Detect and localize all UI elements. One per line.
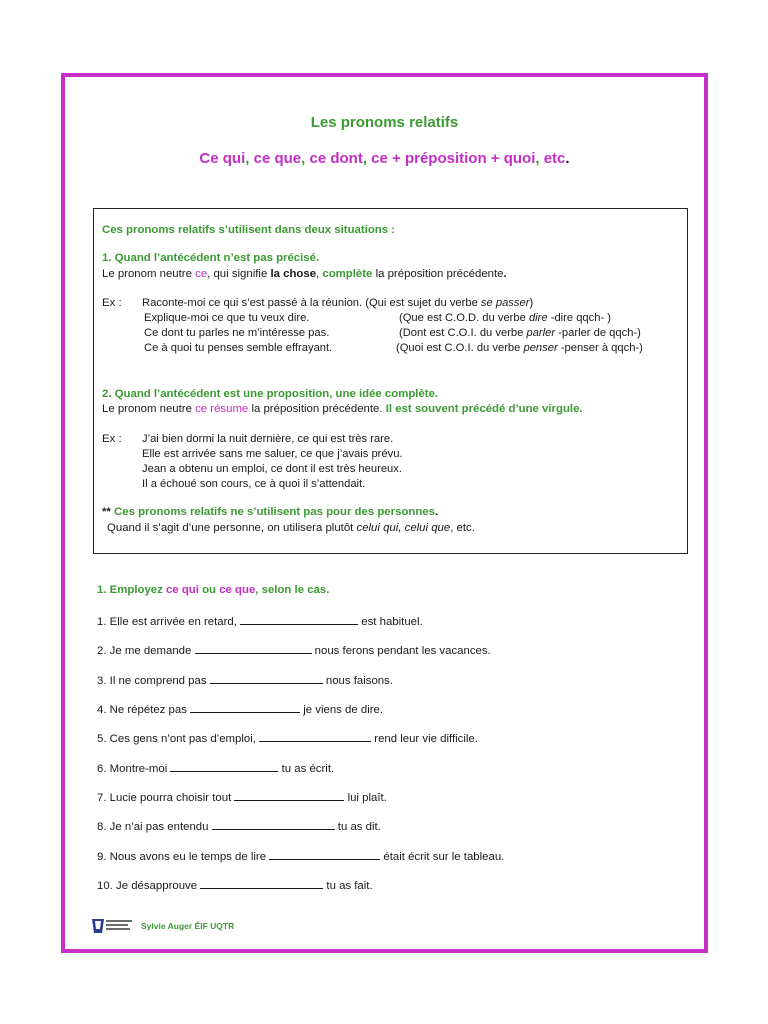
example1-row-4-right — [396, 342, 643, 354]
exercise-item-9 — [97, 849, 504, 863]
page-frame — [61, 73, 708, 953]
exercise-item-4-before: 4. Ne répétez pas — [97, 704, 191, 716]
footer-author: Sylvie Auger ÉIF UQTR — [141, 921, 235, 931]
persons-note-detail — [107, 522, 475, 534]
example2-row-1: J’ai bien dormi la nuit dernière, ce qui est très rare. — [142, 433, 394, 445]
example1-3-gloss: (Dont est C.O.I. du verbe — [399, 327, 527, 339]
case1-la-chose: la chose — [270, 268, 317, 280]
exercise-item-8-blank[interactable] — [212, 819, 335, 830]
exercise-item-2 — [97, 643, 491, 657]
persons-note-detail-examples: celui qui, celui que — [356, 522, 451, 534]
exercise-heading-c: , selon le cas. — [255, 584, 330, 596]
example1-4-gloss: (Quoi est C.O.I. du verbe — [396, 342, 524, 354]
exercise-heading-a: 1. Employez — [97, 584, 167, 596]
subtitle-sep-2: , — [301, 150, 310, 167]
subtitle-sep-1: , — [245, 150, 254, 167]
example1-3-meaning: -parler de qqch-) — [555, 327, 641, 339]
exercise-item-4-after: je viens de dire. — [300, 704, 384, 716]
exercise-item-8-after: tu as dit. — [334, 821, 381, 833]
exercise-item-10-before: 10. Je désapprouve — [97, 880, 201, 892]
subtitle-sep-3: , — [362, 150, 372, 167]
example2-row-2: Elle est arrivée sans me saluer, ce que j’avais prévu. — [142, 448, 403, 460]
exercise-item-3 — [97, 673, 393, 687]
school-logo — [91, 917, 133, 935]
case2-heading: 2. Quand l’antécédent est une proposition, une idée complète. — [102, 388, 439, 400]
exercise-item-5-before: 5. Ces gens n’ont pas d’emploi, — [97, 733, 260, 745]
exercise-item-4-blank[interactable] — [190, 702, 300, 713]
exercise-item-7-before: 7. Lucie pourra choisir tout — [97, 792, 235, 804]
exercise-item-7-blank[interactable] — [234, 790, 344, 801]
subtitle-sep-4: , — [535, 150, 544, 167]
example1-2-meaning: -dire qqch- ) — [547, 312, 612, 324]
exercise-item-2-after: nous ferons pendant les vacances. — [311, 645, 491, 657]
case2-text-b: la préposition précédente. — [248, 403, 386, 415]
examples2-label: Ex : — [102, 433, 122, 445]
exercise-item-3-after: nous faisons. — [322, 675, 394, 687]
exercise-item-5 — [97, 731, 478, 745]
page-subtitle — [65, 150, 704, 167]
example1-row-2-right — [399, 312, 611, 324]
case1-ce: ce — [195, 268, 208, 280]
subtitle-etc: etc — [543, 150, 566, 167]
case2-comma-note: Il est souvent précédé d’une virgule. — [385, 403, 583, 415]
example1-3-verb: parler — [526, 327, 556, 339]
examples1-label: Ex : — [102, 297, 122, 309]
subtitle-ce-que: ce que — [253, 150, 302, 167]
exercise-heading-b: ou — [198, 584, 220, 596]
exercise-item-3-blank[interactable] — [210, 673, 323, 684]
exercise-item-7-after: lui plaît. — [344, 792, 387, 804]
page-title: Les pronoms relatifs — [310, 114, 459, 131]
example1-1-verb: se passer — [480, 297, 530, 309]
example1-row-1 — [142, 297, 533, 309]
exercise-item-8-before: 8. Je n’ai pas entendu — [97, 821, 212, 833]
subtitle-ce-qui: Ce qui — [199, 150, 246, 167]
exercise-item-10-blank[interactable] — [200, 878, 323, 889]
subtitle-period: . — [565, 150, 570, 167]
case1-text-c: , — [316, 268, 323, 280]
exercise-item-1 — [97, 614, 423, 628]
exercise-item-2-blank[interactable] — [195, 643, 312, 654]
persons-note-detail-a: Quand il s’agit d’une personne, on utilisera plutôt — [107, 522, 357, 534]
exercise-item-9-after: était écrit sur le tableau. — [380, 851, 505, 863]
persons-note-period: . — [434, 506, 439, 518]
example1-4-meaning: -penser à qqch-) — [557, 342, 643, 354]
persons-note-rule: Ces pronoms relatifs ne s’utilisent pas pour des personnes — [114, 506, 435, 518]
case1-text-b: , qui signifie — [207, 268, 271, 280]
subtitle-ce-preposition-quoi: ce + préposition + quoi — [371, 150, 536, 167]
exercise-item-1-after: est habituel. — [358, 616, 423, 628]
case1-text-d: la préposition — [372, 268, 447, 280]
exercise-item-10 — [97, 878, 373, 892]
exercise-item-9-before: 9. Nous avons eu le temps de lire — [97, 851, 270, 863]
example2-row-4: Il a échoué son cours, ce à quoi il s’attendait. — [142, 478, 366, 490]
case1-heading: 1. Quand l’antécédent n’est pas précisé. — [102, 252, 320, 264]
case2-explanation — [102, 403, 583, 415]
persons-note-detail-b: , etc. — [450, 522, 475, 534]
example1-4-verb: penser — [523, 342, 558, 354]
exercise-item-6-before: 6. Montre-moi — [97, 763, 171, 775]
case2-resume: résume — [207, 403, 249, 415]
exercise-item-3-before: 3. Il ne comprend pas — [97, 675, 210, 687]
exercise-item-10-after: tu as fait. — [323, 880, 373, 892]
case1-period: . — [503, 268, 507, 280]
exercise-item-2-before: 2. Je me demande — [97, 645, 195, 657]
exercise-heading — [97, 584, 329, 596]
example2-row-3: Jean a obtenu un emploi, ce dont il est très heureux. — [142, 463, 402, 475]
exercise-item-9-blank[interactable] — [269, 849, 380, 860]
example1-row-4-left: Ce à quoi tu penses semble effrayant. — [144, 342, 333, 354]
example1-1-end: ) — [529, 297, 534, 309]
example1-row-2-left: Explique-moi ce que tu veux dire. — [144, 312, 310, 324]
rules-intro: Ces pronoms relatifs s’utilisent dans deux situations : — [102, 224, 396, 236]
exercise-item-6-after: tu as écrit. — [278, 763, 335, 775]
exercise-heading-ce-qui: ce qui — [166, 584, 199, 596]
case1-precedente: précédente — [446, 268, 504, 280]
exercise-item-6-blank[interactable] — [170, 761, 278, 772]
case2-ce: ce — [195, 403, 208, 415]
case1-text-a: Le pronom neutre — [102, 268, 196, 280]
subtitle-ce-dont: ce dont — [309, 150, 363, 167]
exercise-item-5-blank[interactable] — [259, 731, 371, 742]
example1-row-3-right — [399, 327, 641, 339]
example1-2-gloss: (Que est C.O.D. du verbe — [399, 312, 529, 324]
exercise-item-4 — [97, 702, 383, 716]
rules-box — [93, 208, 688, 554]
exercise-item-7 — [97, 790, 387, 804]
example1-2-verb: dire — [528, 312, 548, 324]
case2-text-a: Le pronom neutre — [102, 403, 196, 415]
case1-explanation — [102, 268, 507, 280]
exercise-item-1-before: 1. Elle est arrivée en retard, — [97, 616, 241, 628]
persons-note-stars: ** — [102, 506, 115, 518]
exercise-item-5-after: rend leur vie difficile. — [371, 733, 478, 745]
case1-complete: complète — [322, 268, 373, 280]
exercise-item-1-blank[interactable] — [240, 614, 358, 625]
example1-1-text: Raconte-moi ce qui s’est passé à la réunion. (Qui est sujet du verbe — [142, 297, 481, 309]
exercise-item-6 — [97, 761, 334, 775]
persons-note — [102, 506, 438, 518]
exercise-item-8 — [97, 819, 381, 833]
example1-row-3-left: Ce dont tu parles ne m’intéresse pas. — [144, 327, 330, 339]
exercise-heading-ce-que: ce que — [219, 584, 256, 596]
